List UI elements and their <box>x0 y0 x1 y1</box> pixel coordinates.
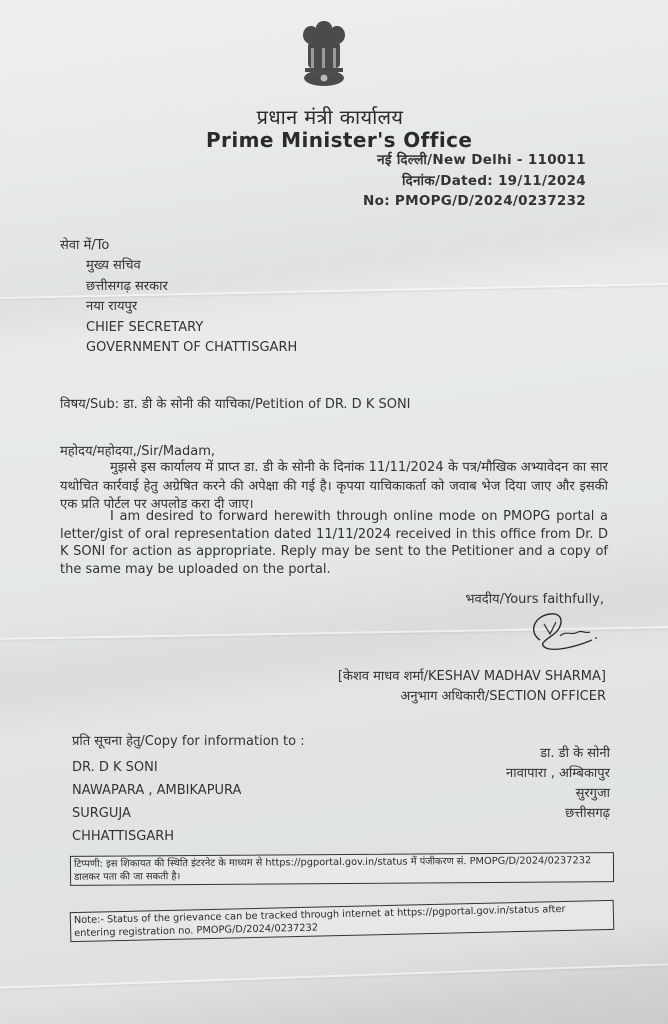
copy-to-line: सुरगुजा <box>575 786 610 801</box>
note-hindi: टिप्पणी: इस शिकायत की स्थिति इंटरनेट के माध्यम से https://pgportal.gov.in/status में पंजीकरण सं. PMOPG/D/2024/0237232 डालकर पता की जा सकती है। <box>70 852 614 886</box>
closing: भवदीय/Yours faithfully, <box>465 592 604 607</box>
copy-to-line: NAWAPARA , AMBIKAPURA <box>72 783 242 798</box>
to-label: सेवा में/To <box>60 238 110 253</box>
office-title-hindi: प्रधान मंत्री कार्यालय <box>256 105 404 129</box>
addressee-block <box>86 256 297 359</box>
signatory-designation: अनुभाग अधिकारी/SECTION OFFICER <box>400 689 606 704</box>
signatory-name: [केशव माधव शर्मा/KESHAV MADHAV SHARMA] <box>337 669 606 684</box>
addressee-line: CHIEF SECRETARY <box>86 319 204 335</box>
place: नई दिल्ली/New Delhi - 110011 <box>377 152 586 168</box>
copy-to-line: SURGUJA <box>72 806 131 821</box>
copy-to-line: डा. डी के सोनी <box>540 746 610 761</box>
emblem-motto: सत्यमेव जयते <box>311 70 337 76</box>
copy-to-label: प्रति सूचना हेतु/Copy for information to : <box>72 734 305 749</box>
addressee-line: GOVERNMENT OF CHATTISGARH <box>86 340 298 355</box>
reference-number: No: PMOPG/D/2024/0237232 <box>363 193 586 209</box>
paper-fold <box>0 963 668 988</box>
salutation: महोदय/महोदया,/Sir/Madam, <box>60 444 216 459</box>
copy-to-english <box>72 756 241 848</box>
copy-to-line: CHHATTISGARH <box>72 829 175 844</box>
copy-to-line: DR. D K SONI <box>72 760 158 775</box>
national-emblem-icon <box>298 18 350 96</box>
copy-to-line: नावापारा , अम्बिकापुर <box>505 766 610 781</box>
addressee-line: मुख्य सचिव <box>86 258 141 273</box>
date: दिनांक/Dated: 19/11/2024 <box>402 173 586 189</box>
body-hindi: मुझसे इस कार्यालय में प्राप्त डा. डी के सोनी के दिनांक 11/11/2024 के पत्र/मौखिक अभ्यावेदन का सार यथोचित कार्रवाई हेतु अग्रेषित करने की अपेक्षा की गई है। कृपया याचिकाकर्ता को जवाब भेज दिया जाए और इसकी एक प्रति पोर्टल पर अपलोड करा दी जाए। <box>60 460 608 512</box>
copy-to-hindi <box>506 744 610 824</box>
subject: विषय/Sub: डा. डी के सोनी की याचिका/Petition of DR. D K SONI <box>60 397 411 412</box>
signature <box>520 610 602 656</box>
addressee-line: छत्तीसगढ़ सरकार <box>86 278 168 294</box>
body-english: I am desired to forward herewith through online mode on PMOPG portal a letter/gist of oral representation dated 11/11/2024 received in this office from Dr. D K SONI for action as appropriate. Reply may be sent to the Petitioner and a copy of the same may be uploaded on the portal. <box>60 509 608 577</box>
addressee-line: नया रायपुर <box>86 299 138 314</box>
copy-to-line: छत्तीसगढ़ <box>565 806 610 821</box>
note-english: Note:- Status of the grievance can be tracked through internet at https://pgportal.gov.in/status after entering registration no. PMOPG/D/2024/0237232 <box>70 900 615 942</box>
office-title-english: Prime Minister's Office <box>206 128 473 152</box>
